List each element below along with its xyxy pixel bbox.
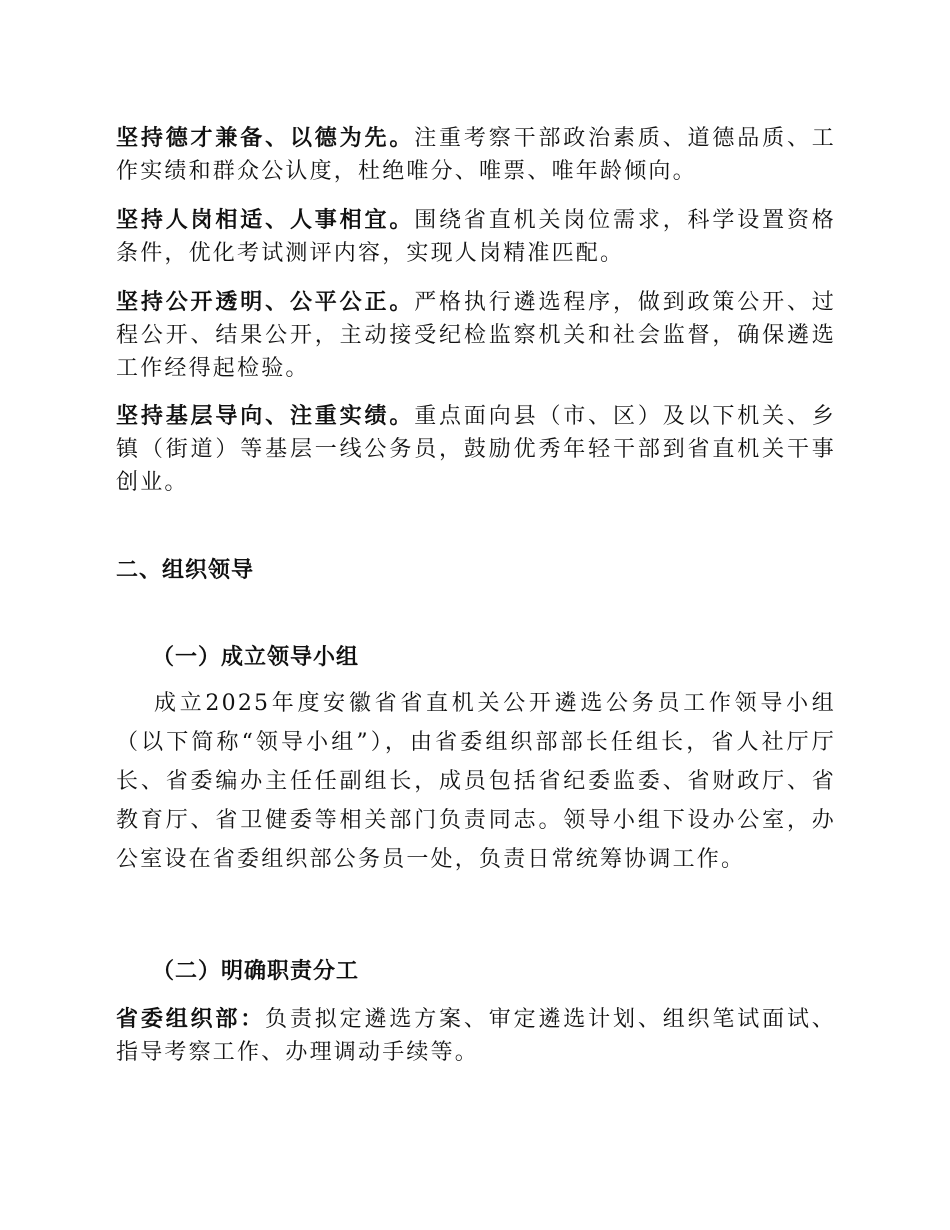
subsection-heading-1: （一）成立领导小组 bbox=[152, 644, 360, 670]
principle-lead-1: 坚持德才兼备、以德为先。 bbox=[116, 125, 415, 151]
section-heading: 二、组织领导 bbox=[116, 557, 255, 583]
principle-text-4: 重点面向县（市、区）及以下机关、乡镇（街道）等基层一线公务员，鼓励优秀年轻干部到省直机关干事创业。 bbox=[116, 404, 836, 495]
duty-lead-1: 省委组织部： bbox=[116, 1006, 266, 1032]
principle-paragraph-1 bbox=[116, 122, 836, 188]
subsection-body-1: 成立2025年度安徽省省直机关公开遴选公务员工作领导小组（以下简称“领导小组”），由省委组织部部长任组长，省人社厅厅长、省委编办主任任副组长，成员包括省纪委监委、省财政厅、省教育厅、省卫健委等相关部门负责同志。领导小组下设办公室，办公室设在省委组织部公务员一处，负责日常统筹协调工作。 bbox=[116, 691, 836, 872]
principle-text-2: 围绕省直机关岗位需求，科学设置资格条件，优化考试测评内容，实现人岗精准匹配。 bbox=[116, 208, 836, 266]
subsection-heading-2: （二）明确职责分工 bbox=[152, 958, 360, 984]
principle-text-1: 注重考察干部政治素质、道德品质、工作实绩和群众公认度，杜绝唯分、唯票、唯年龄倾向。 bbox=[116, 126, 836, 184]
principle-text-3: 严格执行遴选程序，做到政策公开、过程公开、结果公开，主动接受纪检监察机关和社会监督，确保遴选工作经得起检验。 bbox=[116, 290, 836, 381]
duty-text-1: 负责拟定遴选方案、审定遴选计划、组织笔试面试、指导考察工作、办理调动手续等。 bbox=[116, 1007, 837, 1065]
duty-paragraph-1 bbox=[116, 1003, 836, 1069]
principle-paragraph-3 bbox=[116, 286, 836, 385]
principle-lead-3: 坚持公开透明、公平公正。 bbox=[116, 289, 415, 315]
principle-paragraph-2 bbox=[116, 204, 836, 270]
principle-lead-2: 坚持人岗相适、人事相宜。 bbox=[116, 207, 415, 233]
principle-paragraph-4 bbox=[116, 400, 836, 499]
principle-lead-4: 坚持基层导向、注重实绩。 bbox=[116, 403, 415, 429]
